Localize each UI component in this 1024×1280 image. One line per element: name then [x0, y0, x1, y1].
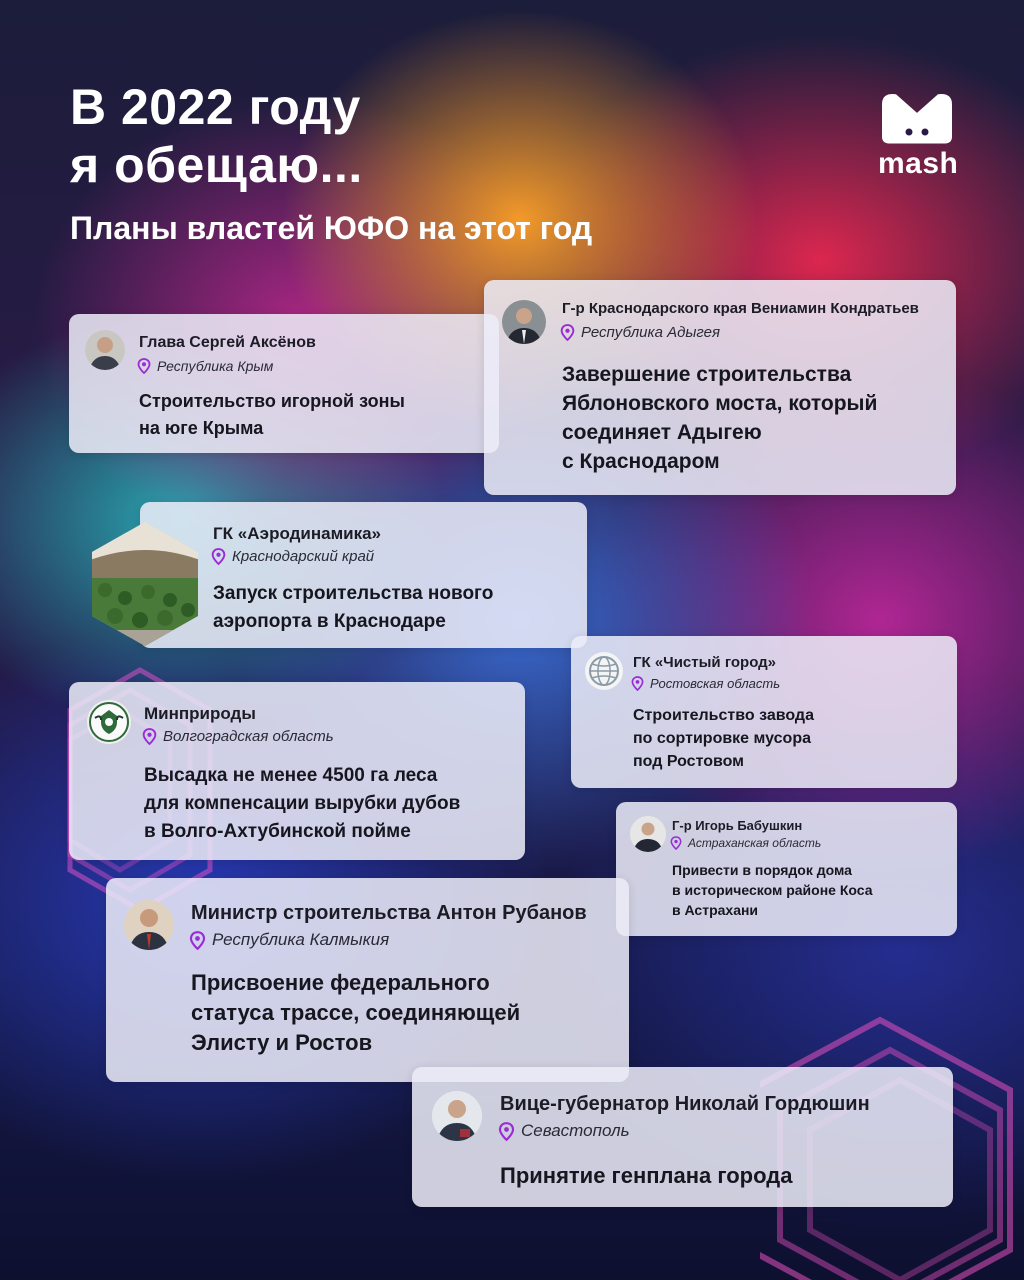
location-pin-icon — [560, 324, 575, 341]
page-subtitle: Планы властей ЮФО на этот год — [70, 210, 593, 246]
promise-card-kondratyev — [484, 280, 956, 495]
card-name: Г-р Игорь Бабушкин — [672, 818, 803, 833]
title-line-1: В 2022 году — [70, 79, 361, 135]
card-description-line: по сортировке мусора — [633, 730, 811, 747]
promise-card-minprirody — [69, 682, 525, 860]
card-description-line: в историческом районе Коса — [672, 882, 873, 898]
location-pin-icon — [631, 676, 644, 691]
card-description-line: соединяет Адыгею — [562, 421, 762, 444]
location-pin-icon — [670, 836, 682, 850]
person-avatar — [502, 300, 546, 344]
card-description-line: статуса трассе, соединяющей — [191, 1000, 521, 1025]
card-region-text: Республика Калмыкия — [212, 930, 390, 949]
mash-logo-text: mash — [878, 147, 959, 180]
card-description-line: Присвоение федерального — [191, 970, 490, 995]
page-title — [70, 78, 363, 194]
person-avatar — [85, 330, 125, 370]
card-name: Глава Сергей Аксёнов — [139, 334, 316, 351]
card-description-line: Элисту и Ростов — [191, 1030, 373, 1055]
card-description-line: аэропорта в Краснодаре — [213, 611, 446, 632]
airport-render-image — [90, 520, 200, 648]
promise-card-babushkin — [616, 802, 957, 936]
card-region — [670, 836, 821, 850]
card-description-line: под Ростовом — [633, 753, 744, 770]
card-name: ГК «Чистый город» — [633, 654, 777, 671]
card-description — [633, 704, 814, 773]
card-description — [562, 360, 877, 476]
card-name: Министр строительства Антон Рубанов — [191, 902, 587, 924]
card-region — [211, 548, 374, 565]
card-region — [142, 728, 334, 745]
card-name: Вице-губернатор Николай Гордюшин — [500, 1093, 870, 1115]
card-region-text: Ростовская область — [650, 676, 781, 691]
promise-card-aerodinamika — [140, 502, 587, 648]
title-line-2: я обещаю... — [70, 137, 363, 193]
card-description-line: Привести в порядок дома — [672, 862, 852, 878]
promise-card-rubanov — [106, 878, 629, 1082]
person-avatar — [124, 900, 174, 950]
person-avatar — [432, 1091, 482, 1141]
card-description-line: с Краснодаром — [562, 450, 720, 473]
card-region-text: Астраханская область — [688, 836, 822, 850]
card-description-line: в Волго-Ахтубинской пойме — [144, 821, 411, 842]
card-region-text: Краснодарский край — [232, 548, 375, 565]
card-region — [631, 676, 780, 691]
card-region-text: Республика Адыгея — [581, 324, 721, 341]
card-region-text: Республика Крым — [157, 358, 274, 374]
card-description-line: в Астрахани — [672, 902, 759, 918]
card-description-line: Строительство завода — [633, 707, 814, 724]
card-description-line: Принятие генплана города — [500, 1163, 793, 1188]
card-name: Минприроды — [144, 704, 256, 723]
card-description-line: Запуск строительства нового — [213, 583, 494, 604]
card-description — [144, 762, 460, 846]
location-pin-icon — [498, 1122, 515, 1141]
card-description-line: Яблоновского моста, который — [562, 392, 878, 415]
promise-card-chisty-gorod — [571, 636, 957, 788]
card-region — [137, 358, 273, 374]
card-region-text: Севастополь — [521, 1121, 630, 1140]
coat-of-arms-icon — [87, 700, 131, 744]
card-description-line: Высадка не менее 4500 га леса — [144, 765, 438, 786]
card-region — [498, 1121, 630, 1141]
card-description — [191, 968, 520, 1058]
card-description-line: на юге Крыма — [139, 418, 264, 438]
card-description-line: Завершение строительства — [562, 363, 852, 386]
promise-card-gordyushin — [412, 1067, 953, 1207]
person-avatar — [630, 816, 666, 852]
card-region — [560, 324, 720, 341]
card-region-text: Волгоградская область — [163, 728, 334, 745]
card-description-line: Строительство игорной зоны — [139, 391, 405, 411]
card-description — [500, 1161, 792, 1191]
card-region — [189, 930, 389, 950]
location-pin-icon — [142, 728, 157, 745]
card-name: ГК «Аэродинамика» — [213, 524, 382, 543]
location-pin-icon — [211, 548, 226, 565]
promise-card-aksenov — [69, 314, 499, 453]
location-pin-icon — [189, 931, 206, 950]
card-name: Г-р Краснодарского края Вениамин Кондратьев — [562, 300, 919, 317]
card-description — [672, 860, 873, 920]
card-description — [213, 580, 493, 636]
globe-logo-icon — [585, 652, 623, 690]
card-description — [139, 388, 405, 442]
card-description-line: для компенсации вырубки дубов — [144, 793, 461, 814]
location-pin-icon — [137, 358, 151, 374]
